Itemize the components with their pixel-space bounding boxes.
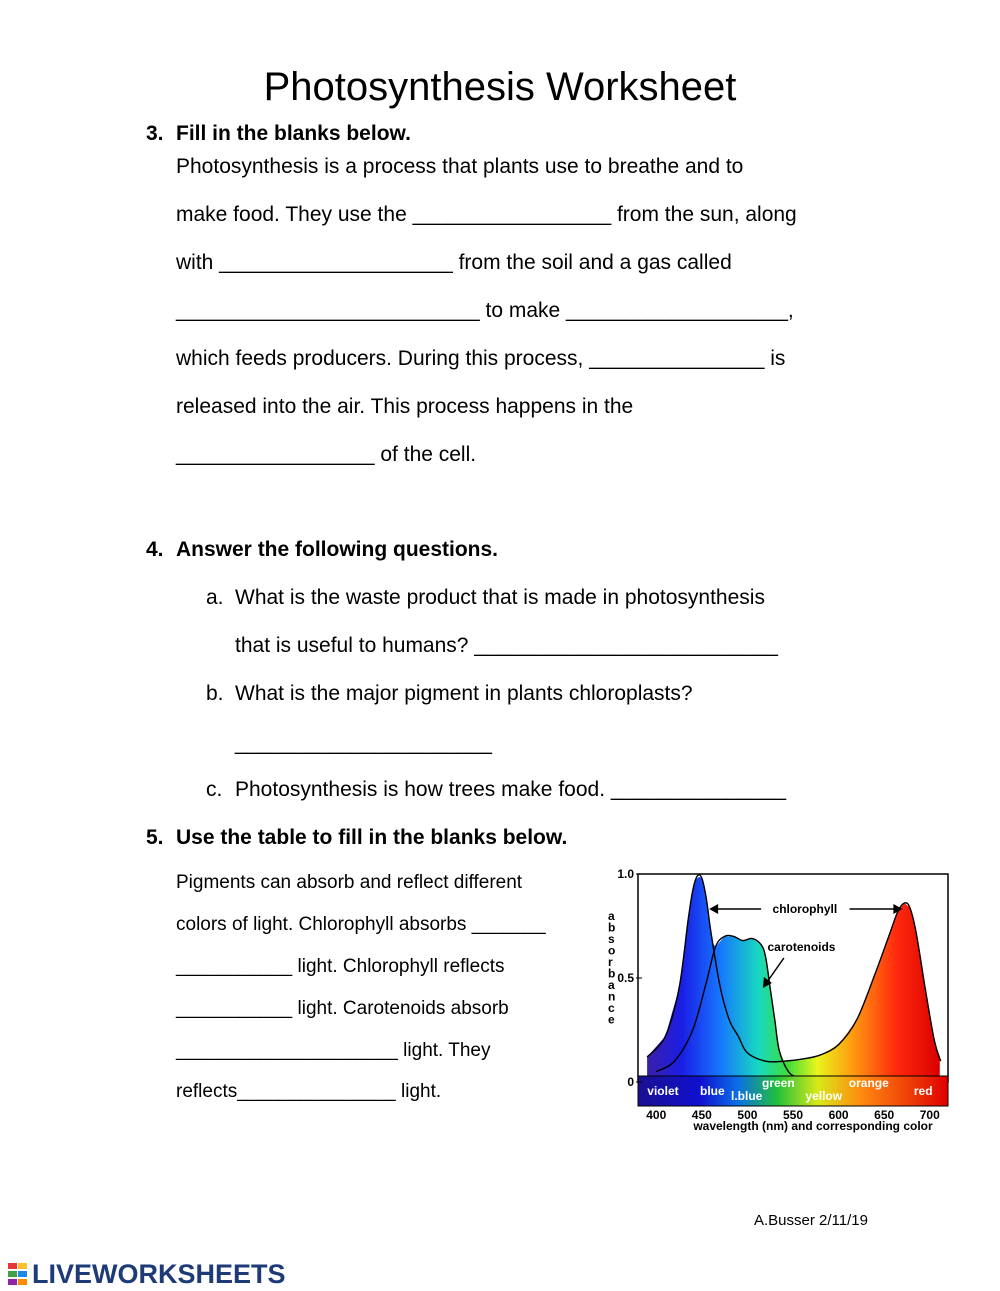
q4a-label: a.	[206, 586, 224, 609]
y-label-letter: r	[608, 955, 613, 969]
q4-heading: Answer the following questions.	[176, 538, 499, 561]
signature: A.Busser 2/11/19	[754, 1212, 868, 1229]
q3-line-5[interactable]: which feeds producers. During this process, _______________ is	[176, 347, 786, 370]
y-label-letter: a	[608, 978, 615, 992]
q4b-line-1: What is the major pigment in plants chloroplasts?	[235, 682, 693, 705]
y-label-letter: a	[608, 909, 615, 923]
q3-line-7[interactable]: _________________ of the cell.	[176, 443, 477, 466]
q3-line-6: released into the air. This process happens in the	[176, 395, 634, 418]
y-label-letter: n	[608, 989, 616, 1004]
band-label-yellow: yellow	[805, 1089, 843, 1103]
q4-number: 4.	[146, 538, 164, 561]
y-label-letter: e	[608, 1012, 615, 1027]
y-tick-0: 0	[627, 1075, 634, 1089]
y-label-letter: o	[608, 943, 616, 958]
band-label-orange: orange	[848, 1076, 889, 1090]
band-label-l-blue: l.blue	[731, 1089, 763, 1103]
x-tick-650: 650	[874, 1108, 895, 1122]
y-label-letter: c	[608, 1001, 615, 1015]
band-label-blue: blue	[700, 1084, 725, 1098]
y-tick-1-0: 1.0	[617, 867, 634, 881]
x-tick-400: 400	[646, 1108, 667, 1122]
q4c-line-1[interactable]: Photosynthesis is how trees make food. _______________	[235, 778, 787, 801]
q5-line-4[interactable]: ___________ light. Carotenoids absorb	[176, 998, 509, 1019]
absorbance-chart	[606, 866, 956, 1148]
q3-line-2[interactable]: make food. They use the _________________ from the sun, along	[176, 203, 797, 226]
y-label-letter: b	[608, 920, 616, 935]
x-tick-700: 700	[919, 1108, 940, 1122]
x-tick-500: 500	[737, 1108, 758, 1122]
x-tick-600: 600	[828, 1108, 849, 1122]
y-label-letter: b	[608, 966, 616, 981]
liveworksheets-logo-icon	[8, 1263, 28, 1285]
q5-line-5[interactable]: _____________________ light. They	[176, 1040, 491, 1061]
q3-heading: Fill in the blanks below.	[176, 122, 411, 145]
band-label-red: red	[913, 1084, 933, 1098]
q5-line-3[interactable]: ___________ light. Chlorophyll reflects	[176, 956, 505, 977]
q3-line-1: Photosynthesis is a process that plants use to breathe and to	[176, 155, 744, 178]
q5-number: 5.	[146, 826, 164, 849]
q5-line-2[interactable]: colors of light. Chlorophyll absorbs _______	[176, 914, 546, 935]
q5-heading: Use the table to fill in the blanks below.	[176, 826, 568, 849]
q4a-line-2[interactable]: that is useful to humans? __________________________	[235, 634, 778, 657]
q4b-label: b.	[206, 682, 224, 705]
absorbance-chart-svg	[606, 866, 956, 1148]
q3-number: 3.	[146, 122, 164, 145]
liveworksheets-logo[interactable]	[8, 1258, 286, 1290]
annotation-carotenoids: carotenoids	[767, 940, 836, 954]
q4c-label: c.	[206, 778, 223, 801]
x-tick-450: 450	[691, 1108, 712, 1122]
y-label-letter: s	[608, 932, 615, 946]
q3-line-3[interactable]: with ____________________ from the soil and a gas called	[176, 251, 732, 274]
logo-text: LIVEWORKSHEETS	[32, 1258, 286, 1289]
annotation-chlorophyll: chlorophyll	[772, 902, 838, 916]
band-label-violet: violet	[647, 1084, 679, 1098]
q4b-answer-blank[interactable]: ______________________	[235, 732, 492, 755]
x-tick-550: 550	[782, 1108, 804, 1122]
y-tick-0-5: 0.5	[617, 971, 634, 985]
q3-line-4[interactable]: __________________________ to make ___________________,	[176, 299, 794, 322]
q5-line-6[interactable]: reflects_______________ light.	[176, 1081, 442, 1102]
q5-line-1: Pigments can absorb and reflect different	[176, 872, 523, 893]
q4a-line-1: What is the waste product that is made in photosynthesis	[235, 586, 765, 609]
band-label-green: green	[762, 1076, 795, 1090]
x-axis-label: wavelength (nm) and corresponding color	[693, 1119, 933, 1133]
page-title: Photosynthesis Worksheet	[263, 65, 737, 109]
